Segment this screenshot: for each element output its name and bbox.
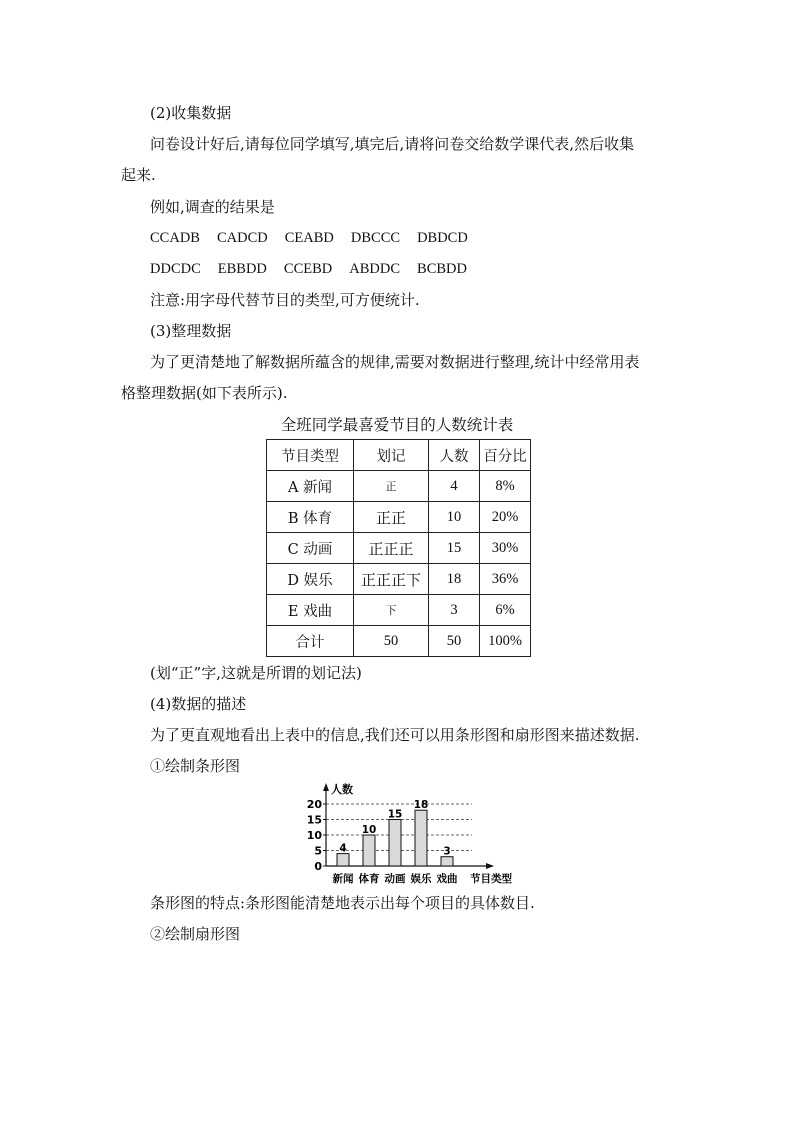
section-3-paragraph-line-2: 格整理数据(如下表所示). [121, 384, 288, 402]
section-4-paragraph: 为了更直观地看出上表中的信息,我们还可以用条形图和扇形图来描述数据. [150, 726, 640, 744]
code: DBDCD [417, 230, 468, 246]
table-row [267, 533, 531, 564]
table-cell-type: B 体育 [267, 502, 354, 533]
table-cell-count: 3 [429, 595, 480, 626]
table-cell-percent: 6% [480, 595, 531, 626]
table-cell-tally: 50 [354, 626, 429, 657]
table-cell-tally: 正正 [354, 502, 429, 533]
data-label: 10 [361, 824, 377, 836]
bar-chart [300, 779, 530, 889]
y-tick-label: 5 [314, 844, 322, 858]
table-cell-type: E 戏曲 [267, 595, 354, 626]
table-footnote: (划“正”字,这就是所谓的划记法) [150, 664, 362, 682]
table-cell-percent: 100% [480, 626, 531, 657]
x-tick-label: 戏曲 [436, 873, 458, 885]
bar-chart-heading: ①绘制条形图 [150, 757, 241, 775]
table-cell-count: 15 [429, 533, 480, 564]
table-cell-count: 50 [429, 626, 480, 657]
table-row [267, 502, 531, 533]
y-tick-label: 20 [306, 798, 322, 811]
x-axis-label: 节目类型 [470, 873, 512, 885]
table-cell-type: D 娱乐 [267, 564, 354, 595]
code: BCBDD [417, 261, 467, 277]
note: 注意:用字母代替节目的类型,可方便统计. [150, 291, 420, 309]
table-cell-percent: 20% [480, 502, 531, 533]
table-cell-type: 合计 [267, 626, 354, 657]
table-row [267, 564, 531, 595]
pie-chart-heading: ②绘制扇形图 [150, 925, 241, 943]
table-row [267, 471, 531, 502]
bar [441, 857, 453, 866]
code: DBCCC [350, 230, 401, 246]
table-row [267, 595, 531, 626]
x-tick-label: 娱乐 [410, 873, 432, 885]
table-header-cell: 节目类型 [267, 440, 354, 471]
table-cell-type: C 动画 [267, 533, 354, 564]
bar [415, 810, 427, 866]
bar [389, 820, 401, 867]
x-axis-arrow [486, 863, 494, 869]
bar [363, 835, 375, 866]
data-label: 15 [387, 808, 403, 821]
example-intro: 例如,调查的结果是 [150, 198, 275, 216]
table-cell-tally: 正正正下 [354, 564, 429, 595]
table-cell-tally: 正正正 [354, 533, 429, 564]
table-header-cell: 百分比 [480, 440, 531, 471]
y-axis-arrow [323, 783, 329, 791]
code: EBBDD [217, 261, 267, 277]
x-tick-label: 体育 [358, 873, 380, 885]
table-header-row [267, 440, 531, 471]
table-cell-tally: 下 [354, 595, 429, 626]
section-3-heading: (3)整理数据 [150, 322, 232, 340]
table-cell-count: 10 [429, 502, 480, 533]
data-label: 4 [339, 842, 347, 855]
table-total-row [267, 626, 531, 657]
y-axis-label: 人数 [331, 783, 353, 796]
section-2-heading: (2)收集数据 [150, 104, 232, 122]
code: DDCDC [150, 261, 201, 277]
table-cell-percent: 8% [480, 471, 531, 502]
table-header-cell: 划记 [354, 440, 429, 471]
x-tick-label: 动画 [384, 873, 406, 885]
code: CEABD [284, 230, 334, 246]
data-label: 18 [413, 799, 429, 812]
table-cell-percent: 36% [480, 564, 531, 595]
codes-row-1 [150, 228, 485, 248]
section-3-paragraph-line-1: 为了更清楚地了解数据所蕴含的规律,需要对数据进行整理,统计中经常用表 [150, 353, 640, 371]
section-2-paragraph-line-2: 起来. [121, 166, 156, 184]
y-tick-label: 0 [314, 860, 322, 873]
data-label: 3 [443, 845, 451, 858]
statistics-table [266, 439, 531, 657]
y-tick-label: 15 [306, 813, 322, 827]
table-cell-percent: 30% [480, 533, 531, 564]
y-tick-label: 10 [306, 829, 322, 842]
table-cell-tally: 正 [354, 471, 429, 502]
code: ABDDC [349, 261, 401, 277]
code: CCEBD [283, 261, 333, 277]
bar-chart-note: 条形图的特点:条形图能清楚地表示出每个项目的具体数目. [150, 894, 535, 912]
table-header-cell: 人数 [429, 440, 480, 471]
section-4-heading: (4)数据的描述 [150, 695, 247, 713]
x-tick-label: 新闻 [332, 873, 354, 885]
table-cell-count: 4 [429, 471, 480, 502]
table-caption: 全班同学最喜爱节目的人数统计表 [280, 416, 514, 434]
table-cell-type: A 新闻 [267, 471, 354, 502]
codes-row-2 [150, 259, 484, 279]
code: CADCD [216, 230, 268, 246]
table-cell-count: 18 [429, 564, 480, 595]
code: CCADB [150, 230, 200, 246]
bar [337, 854, 349, 866]
section-2-paragraph-line-1: 问卷设计好后,请每位同学填写,填完后,请将问卷交给数学课代表,然后收集 [150, 135, 635, 153]
